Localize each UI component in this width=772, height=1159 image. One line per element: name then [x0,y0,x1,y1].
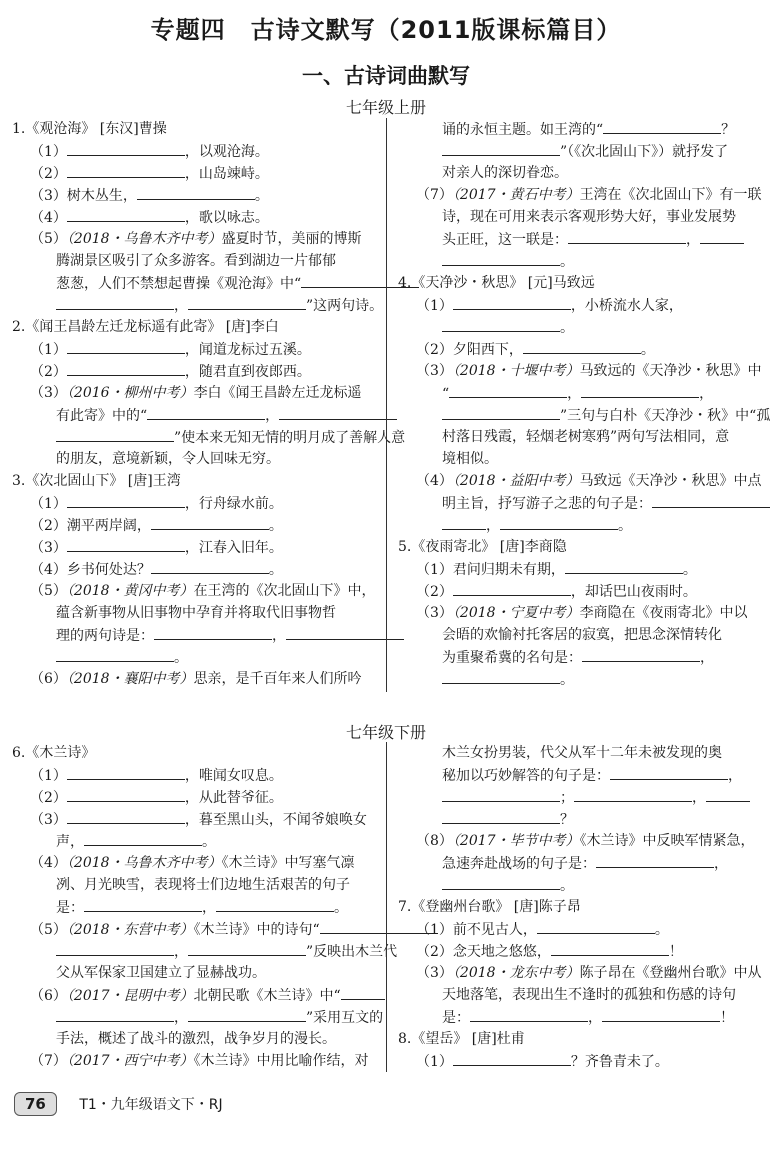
answer-blank[interactable] [453,294,571,310]
worksheet-line: 头正旺，这一联是： ， [398,228,760,250]
worksheet-line: 理的两句诗是： ， [12,624,378,646]
worksheet-line: 有此寄》中的“ ， [12,404,378,426]
worksheet-line: 冽、月光映雪，表现将士们边地生活艰苦的句子 [56,877,350,893]
answer-blank[interactable] [565,558,683,574]
answer-blank[interactable] [652,492,770,508]
worksheet-line: ”三句与白朴《天净沙・秋》中“孤 [398,404,760,426]
worksheet-line: 5.《夜雨寄北》 [唐]李商隐 [398,539,567,555]
worksheet-line: 会晤的欢愉衬托客居的寂寞，把思念深情转化 [442,627,722,643]
worksheet-line: （5）（2018・黄冈中考）在王湾的《次北固山下》中， [30,583,376,599]
answer-blank[interactable] [449,382,567,398]
answer-blank[interactable] [56,940,174,956]
answer-blank[interactable] [279,404,397,420]
worksheet-line: （4）（2018・益阳中考）马致远《天净沙・秋思》中点 [416,473,762,489]
worksheet-line: （7）（2017・黄石中考）王湾在《次北固山下》有一联 [416,187,762,203]
answer-blank[interactable] [442,668,560,684]
answer-blank[interactable] [700,228,744,244]
worksheet-line: 明主旨，抒写游子之悲的句子是： [398,492,760,514]
answer-blank[interactable] [67,140,185,156]
answer-blank[interactable] [84,896,202,912]
worksheet-line: （1） ，以观沧海。 [12,140,378,162]
column-divider [386,118,387,692]
worksheet-line: （2） ，随君直到夜郎西。 [12,360,378,382]
worksheet-line: （6）（2018・襄阳中考）思亲，是千百年来人们所吟 [30,671,362,687]
answer-blank[interactable] [84,830,202,846]
right-column-lower [398,742,760,1072]
worksheet-line: （7）（2017・西宁中考）《木兰诗》中用比喻作结，对 [30,1053,369,1069]
worksheet-line: ； ， [398,786,760,808]
worksheet-line: 是： ， ！ [398,1006,760,1028]
worksheet-line: “ ， ， [398,382,760,404]
answer-blank[interactable] [67,492,185,508]
left-column-upper [12,118,406,690]
worksheet-line: （2）夕阳西下， 。 [398,338,760,360]
page-footer [14,1092,223,1116]
worksheet-line: 3.《次北固山下》 [唐]王湾 [12,473,181,489]
answer-blank[interactable] [442,786,560,802]
worksheet-line: 的朋友，意境新颖，令人回味无穷。 [56,451,280,467]
worksheet-line: 诵的永恒主题。如王湾的“ ？ [398,118,760,140]
worksheet-line: 腾湖景区吸引了众多游客。看到湖边一片郁郁 [56,253,336,269]
worksheet-line: 2.《闻王昌龄左迁龙标遥有此寄》 [唐]李白 [12,319,279,335]
worksheet-line: （3）（2016・柳州中考）李白《闻王昌龄左迁龙标遥 [30,385,362,401]
worksheet-line: ”（《次北固山下》）就抒发了 [398,140,760,162]
answer-blank[interactable] [470,1006,588,1022]
worksheet-line: ， ”这两句诗。 [12,294,378,316]
worksheet-line: （3）树木丛生， 。 [12,184,378,206]
book-label: T1・九年级语文下・RJ [79,1097,223,1113]
worksheet-line: （2） ，山岛竦峙。 [12,162,378,184]
worksheet-line: （3） ，江春入旧年。 [12,536,378,558]
answer-blank[interactable] [137,184,255,200]
worksheet-line: （1） ？齐鲁青未了。 [398,1050,760,1072]
worksheet-line: （1） ，闻道龙标过五溪。 [12,338,378,360]
answer-blank[interactable] [537,918,655,934]
worksheet-line: ， ”反映出木兰代 [12,940,378,962]
worksheet-line: 急速奔赴战场的句子是： ， [398,852,760,874]
worksheet-line: （3）（2018・十堰中考）马致远的《天净沙・秋思》中 [416,363,762,379]
page-title: 专题四 古诗文默写（2011版课标篇目） [150,16,622,44]
worksheet-line: （3）（2018・宁夏中考）李商隐在《夜雨寄北》中以 [416,605,748,621]
worksheet-line: 蕴含新事物从旧事物中孕育并将取代旧事物哲 [56,605,336,621]
answer-blank[interactable] [442,874,560,890]
worksheet-line: ， 。 [398,514,760,536]
answer-blank[interactable] [67,206,185,222]
worksheet-line: 。 [398,668,760,690]
worksheet-line: （2） ，从此替爷征。 [12,786,378,808]
worksheet-line: 木兰女扮男装，代父从军十二年未被发现的奥 [442,745,722,761]
worksheet-line: （8）（2017・毕节中考）《木兰诗》中反映军情紧急， [416,833,755,849]
worksheet-line: ”使本来无知无情的明月成了善解人意 [12,426,378,448]
answer-blank[interactable] [442,316,560,332]
worksheet-line: ， ”采用互文的 [12,1006,378,1028]
answer-blank[interactable] [67,162,185,178]
answer-blank[interactable] [568,228,686,244]
worksheet-line: 秘加以巧妙解答的句子是： ， [398,764,760,786]
answer-blank[interactable] [188,940,306,956]
column-divider [386,742,387,1072]
answer-blank[interactable] [442,250,560,266]
worksheet-line: 8.《望岳》 [唐]杜甫 [398,1031,525,1047]
worksheet-line: （5）（2018・乌鲁木齐中考）盛夏时节，美丽的博斯 [30,231,362,247]
answer-blank[interactable] [56,646,174,662]
worksheet-line: （2）潮平两岸阔， 。 [12,514,378,536]
answer-blank[interactable] [154,624,272,640]
answer-blank[interactable] [453,580,571,596]
answer-blank[interactable] [453,1050,571,1066]
grade-heading-upper: 七年级上册 [345,98,426,117]
answer-blank[interactable] [706,786,750,802]
answer-blank[interactable] [67,536,185,552]
worksheet-line: （2）念天地之悠悠， ！ [398,940,760,962]
worksheet-line: （2） ，却话巴山夜雨时。 [398,580,760,602]
answer-blank[interactable] [341,984,385,1000]
answer-blank[interactable] [56,294,174,310]
worksheet-line: （1） ，行舟绿水前。 [12,492,378,514]
answer-blank[interactable] [523,338,641,354]
worksheet-line: 4.《天净沙・秋思》 [元]马致远 [398,275,595,291]
answer-blank[interactable] [500,514,618,530]
worksheet-line: 1.《观沧海》 [东汉]曹操 [12,121,167,137]
answer-blank[interactable] [581,382,699,398]
left-column-lower [12,742,398,1072]
worksheet-line: ？ [398,808,760,830]
worksheet-line: 。 [12,646,378,668]
answer-blank[interactable] [56,426,174,442]
worksheet-line: （3）（2018・龙东中考）陈子昂在《登幽州台歌》中从 [416,965,762,981]
worksheet-line: 手法，概述了战斗的激烈，战争岁月的漫长。 [56,1031,336,1047]
worksheet-line: 天地落笔，表现出生不逢时的孤独和伤感的诗句 [442,987,736,1003]
worksheet-line: （1） ，小桥流水人家， [398,294,760,316]
worksheet-line: （1）君问归期未有期， 。 [398,558,760,580]
answer-blank[interactable] [610,764,728,780]
answer-blank[interactable] [603,118,721,134]
worksheet-line: 。 [398,250,760,272]
worksheet-line: 葱葱，人们不禁想起曹操《观沧海》中“ [12,272,378,294]
answer-blank[interactable] [188,294,306,310]
answer-blank[interactable] [151,558,269,574]
answer-blank[interactable] [67,338,185,354]
worksheet-line: （4） ，歌以咏志。 [12,206,378,228]
worksheet-line: 。 [398,316,760,338]
worksheet-line: 6.《木兰诗》 [12,745,96,761]
answer-blank[interactable] [442,140,560,156]
worksheet-line: 7.《登幽州台歌》 [唐]陈子昂 [398,899,581,915]
answer-blank[interactable] [442,404,560,420]
answer-blank[interactable] [67,786,185,802]
worksheet-line: （1）前不见古人， 。 [398,918,760,940]
worksheet-line: 。 [398,874,760,896]
answer-blank[interactable] [67,764,185,780]
answer-blank[interactable] [551,940,669,956]
worksheet-line: 诗，现在可用来表示客观形势大好，事业发展势 [442,209,736,225]
worksheet-line: 声， 。 [12,830,378,852]
answer-blank[interactable] [67,360,185,376]
worksheet-line: （4）（2018・乌鲁木齐中考）《木兰诗》中写塞气凛 [30,855,355,871]
worksheet-line: 对亲人的深切眷恋。 [442,165,568,181]
answer-blank[interactable] [442,808,560,824]
worksheet-line: 为重聚希冀的名句是： ， [398,646,760,668]
answer-blank[interactable] [602,1006,720,1022]
right-column-upper [398,118,771,690]
section-heading: 一、古诗词曲默写 [302,64,470,88]
answer-blank[interactable] [56,1006,174,1022]
answer-blank[interactable] [67,808,185,824]
answer-blank[interactable] [442,514,486,530]
worksheet-line: （3） ，暮至黑山头，不闻爷娘唤女 [12,808,378,830]
answer-blank[interactable] [574,786,692,802]
answer-blank[interactable] [216,896,334,912]
answer-blank[interactable] [596,852,714,868]
worksheet-line: （5）（2018・东营中考）《木兰诗》中的诗句“ [12,918,378,940]
worksheet-line: 父从军保家卫国建立了显赫战功。 [56,965,266,981]
worksheet-line: （1） ，唯闻女叹息。 [12,764,378,786]
answer-blank[interactable] [151,514,269,530]
answer-blank[interactable] [582,646,700,662]
worksheet-line: （4）乡书何处达？ 。 [12,558,378,580]
worksheet-line: 是： ， 。 [12,896,378,918]
worksheet-line: 村落日残霞，轻烟老树寒鸦”两句写法相同，意 [442,429,730,445]
worksheet-line: （6）（2017・昆明中考）北朝民歌《木兰诗》中“ [12,984,378,1006]
grade-heading-lower: 七年级下册 [345,723,426,742]
page-number: 76 [14,1092,57,1116]
worksheet-line: 境相似。 [442,451,498,467]
answer-blank[interactable] [147,404,265,420]
answer-blank[interactable] [188,1006,306,1022]
